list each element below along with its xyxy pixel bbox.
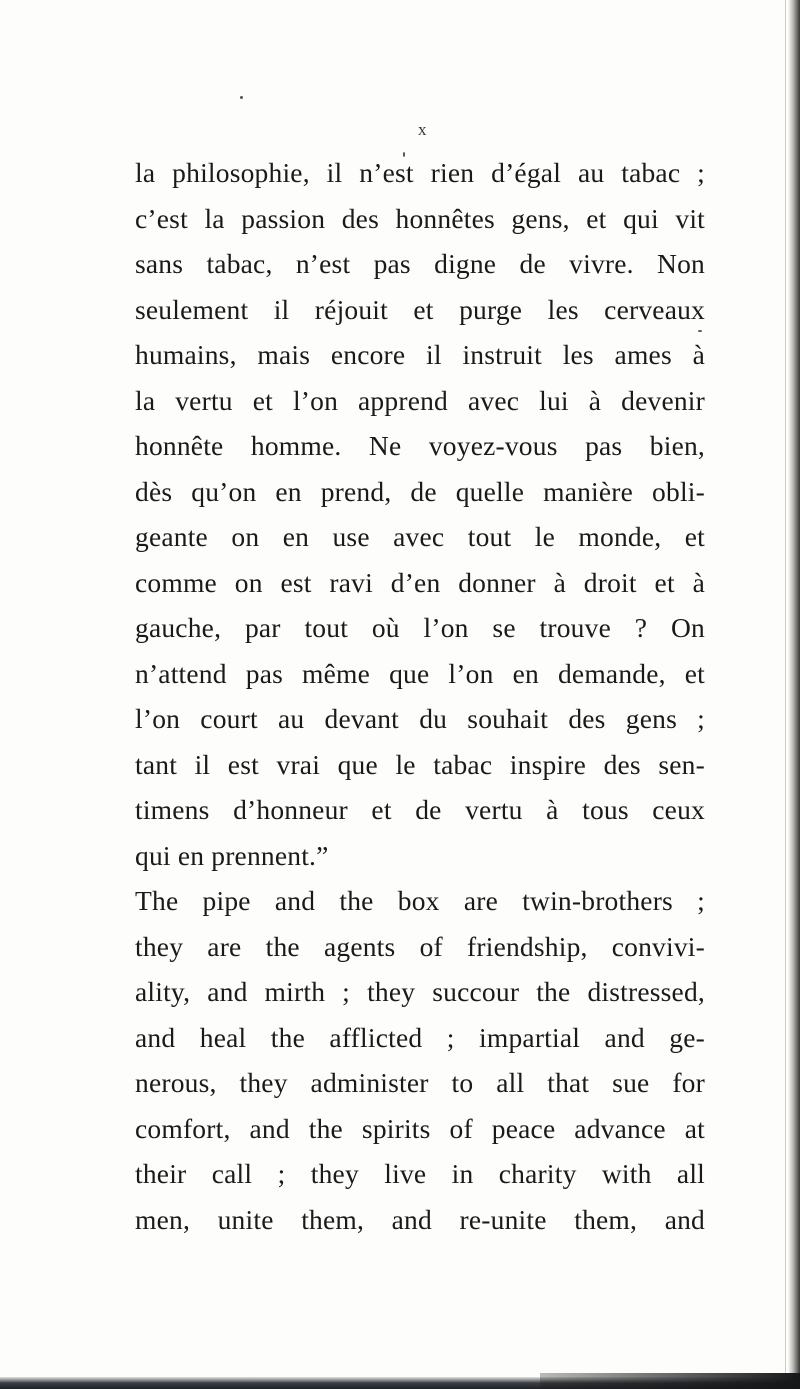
binding-corner-shadow	[540, 1373, 800, 1389]
text-line: humains, mais encore il instruit les ames à	[135, 339, 705, 370]
text-line: n’attend pas même que l’on en demande, et	[135, 657, 705, 689]
ink-speck	[698, 330, 702, 332]
page-edge-line	[785, 0, 786, 1389]
text-line: nerous, they administer to all that sue for	[135, 1067, 705, 1098]
ink-speck	[403, 152, 405, 157]
text-line: la vertu et l’on apprend avec lui à devenir	[135, 384, 705, 416]
text-line: la philosophie, il n’est rien d’égal au tabac ;	[135, 157, 705, 188]
text-line: timens d’honneur et de vertu à tous ceux	[135, 794, 705, 825]
text-line: l’on court au devant du souhait des gens ;	[135, 703, 705, 734]
text-line: men, unite them, and re-unite them, and	[135, 1203, 705, 1235]
text-line: c’est la passion des honnêtes gens, et qui vit	[135, 202, 705, 234]
ink-speck	[240, 96, 243, 99]
text-line: sans tabac, n’est pas digne de vivre. Non	[135, 248, 705, 279]
binding-shadow-right	[788, 0, 800, 1389]
text-line: and heal the afflicted ; impartial and ge-	[135, 1021, 705, 1053]
text-line: gauche, par tout où l’on se trouve ? On	[135, 612, 705, 643]
text-line: comfort, and the spirits of peace advance at	[135, 1112, 705, 1144]
text-line: ality, and mirth ; they succour the distressed,	[135, 976, 705, 1007]
text-line: they are the agents of friendship, convivi-	[135, 930, 705, 962]
text-line: honnête homme. Ne voyez-vous pas bien,	[135, 430, 705, 461]
text-line: qui en prennent.”	[135, 839, 329, 871]
text-line: comme on est ravi d’en donner à droit et à	[135, 566, 705, 598]
text-line: seulement il réjouit et purge les cerveaux	[135, 293, 705, 325]
text-line: dès qu’on en prend, de quelle manière obli-	[135, 475, 705, 507]
text-line: tant il est vrai que le tabac inspire des sen-	[135, 748, 705, 780]
text-line: their call ; they live in charity with all	[135, 1158, 705, 1189]
text-line: geante on en use avec tout le monde, et	[135, 521, 705, 552]
text-line: The pipe and the box are twin-brothers ;	[135, 885, 705, 916]
page-number: x	[418, 120, 427, 139]
body-text	[135, 150, 705, 1242]
